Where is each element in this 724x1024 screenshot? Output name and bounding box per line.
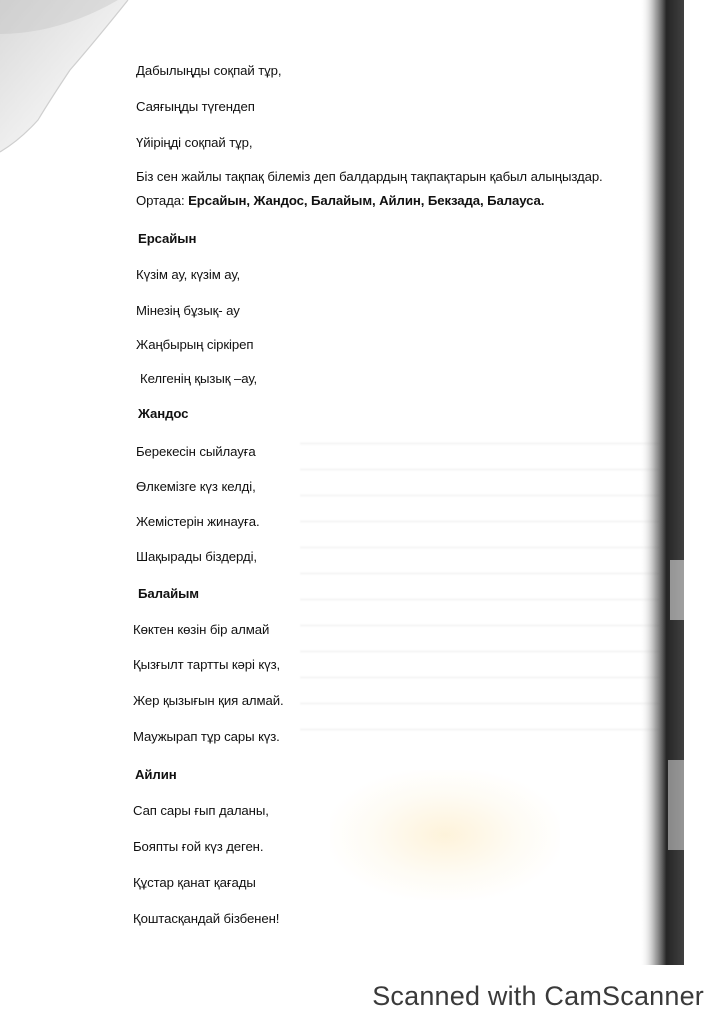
stanza-1-line-3: Жаңбырың сіркіреп: [136, 337, 254, 352]
intro-line-1: Дабылыңды соқпай тұр,: [136, 63, 282, 78]
intro-line-2: Саяғыңды түгендеп: [136, 99, 255, 114]
stanza-3-line-2: Қызғылт тартты кәрі күз,: [133, 657, 281, 672]
intro-label: Ортада:: [136, 193, 185, 208]
stanza-2-line-3: Жемістерін жинауға.: [136, 514, 260, 529]
speaker-aylin: Айлин: [135, 767, 177, 782]
stanza-4-line-4: Қоштасқандай бізбенен!: [133, 911, 280, 926]
intro-line-4: Біз сен жайлы тақпақ білеміз деп балдардың тақпақтарын қабыл алыңыздар.: [136, 169, 603, 184]
stanza-2-line-1: Берекесін сыйлауға: [136, 444, 256, 459]
stanza-1-line-4: Келгенің қызық –ау,: [140, 371, 258, 386]
stanza-3-line-1: Көктен көзін бір алмай: [133, 622, 270, 637]
stanza-3-line-3: Жер қызығын қия алмай.: [133, 693, 284, 708]
stanza-4-line-1: Сап сары ғып даланы,: [133, 803, 269, 818]
stanza-4-line-2: Бояпты ғой күз деген.: [133, 839, 264, 854]
stanza-1-line-1: Күзім ау, күзім ау,: [136, 267, 241, 282]
scanner-footer: [0, 975, 724, 1024]
speaker-balayym: Балайым: [138, 586, 199, 601]
intro-line-3: Үйіріңді соқпай тұр,: [136, 135, 253, 150]
intro-names: Ерсайын, Жандос, Балайым, Айлин, Бекзада, Балауса.: [188, 193, 545, 208]
stanza-4-line-3: Құстар қанат қағады: [133, 875, 256, 890]
stanza-3-line-4: Маужырап тұр сары күз.: [133, 729, 280, 744]
stanza-2-line-2: Өлкемізге күз келді,: [136, 479, 256, 494]
speaker-ersayin: Ерсайын: [138, 231, 197, 246]
intro-line-5: [136, 192, 544, 210]
camscanner-watermark: Scanned with CamScanner: [372, 981, 704, 1011]
speaker-zhandos: Жандос: [138, 406, 189, 421]
stanza-2-line-4: Шақырады біздерді,: [136, 549, 257, 564]
stanza-1-line-2: Мінезің бұзық- ау: [136, 303, 240, 318]
